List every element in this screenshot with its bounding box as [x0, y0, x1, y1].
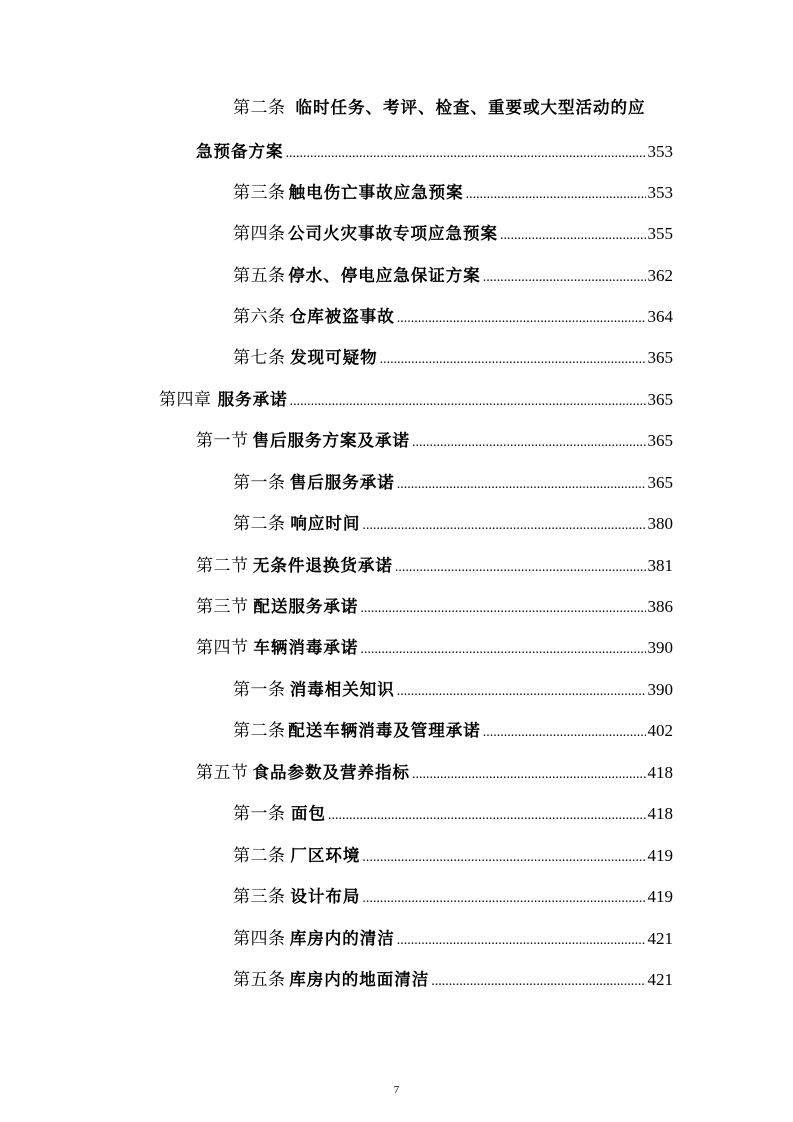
- toc-entry-number: 第五条: [233, 266, 286, 285]
- toc-entry[interactable]: [233, 306, 673, 330]
- toc-leader-dots: [397, 681, 646, 703]
- toc-entry-number: 第七条: [233, 348, 286, 367]
- toc-entry[interactable]: [159, 389, 673, 413]
- toc-entry-title: 服务承诺: [217, 390, 288, 409]
- toc-entry-title: 售后服务承诺: [289, 473, 395, 492]
- toc-entry-number: 第五节: [196, 763, 249, 782]
- toc-entry-number: 第六条: [233, 307, 286, 326]
- toc-entry-title: 库房内的地面清洁: [289, 970, 430, 989]
- toc-entry-number: 第三节: [196, 597, 249, 616]
- toc-leader-dots: [466, 184, 646, 206]
- toc-entry-title: 消毒相关知识: [289, 680, 395, 699]
- toc-entry-page: 419: [647, 846, 673, 865]
- toc-leader-dots: [397, 930, 646, 952]
- toc-leader-dots: [360, 639, 645, 661]
- toc-entry-page: 381: [647, 556, 673, 575]
- toc-leader-dots: [362, 888, 645, 910]
- toc-entry-title: 触电伤亡事故应急预案: [288, 183, 464, 202]
- toc-entry-number: 第四条: [233, 224, 286, 243]
- toc-entry[interactable]: [233, 513, 673, 537]
- toc-leader-dots: [290, 391, 646, 413]
- toc-leader-dots: [328, 805, 646, 827]
- toc-entry[interactable]: [196, 762, 673, 786]
- toc-entry[interactable]: [233, 679, 673, 703]
- toc-leader-dots: [395, 557, 646, 579]
- toc-entry-title: 厂区环境: [290, 846, 361, 865]
- toc-entry-page: 365: [647, 390, 673, 409]
- toc-entry[interactable]: [233, 182, 673, 206]
- toc-entry[interactable]: [233, 969, 673, 993]
- toc-entry[interactable]: [233, 223, 673, 247]
- toc-entry[interactable]: [196, 637, 673, 661]
- toc-entry-page: 419: [647, 887, 673, 906]
- toc-entry[interactable]: [233, 97, 673, 119]
- page-number: 7: [393, 1084, 400, 1096]
- toc-entry[interactable]: [233, 720, 673, 744]
- toc-entry-title: 公司火灾事故专项应急预案: [288, 224, 498, 243]
- toc-entry-title: 临时任务、考评、检查、重要或大型活动的应: [295, 98, 646, 117]
- toc-entry-number: 第四条: [233, 929, 286, 948]
- toc-leader-dots: [362, 515, 645, 537]
- toc-entry-number: 第二条: [233, 846, 286, 865]
- toc-entry[interactable]: [233, 347, 673, 371]
- toc-entry-title: 车辆消毒承诺: [253, 638, 359, 657]
- toc-entry[interactable]: [196, 555, 673, 579]
- toc-entry-title: 库房内的清洁: [289, 929, 395, 948]
- toc-entry-page: 386: [647, 597, 673, 616]
- toc-leader-dots: [360, 598, 645, 620]
- toc-entry-page: 355: [647, 224, 673, 243]
- toc-entry[interactable]: [233, 265, 673, 289]
- toc-entry-number: 第一条: [233, 473, 286, 492]
- toc-entry-title: 发现可疑物: [290, 348, 378, 367]
- toc-entry[interactable]: [196, 141, 673, 165]
- toc-entry-title: 配送车辆消毒及管理承诺: [288, 721, 481, 740]
- toc-entry-number: 第一节: [196, 431, 249, 450]
- toc-entry[interactable]: [233, 886, 673, 910]
- toc-entry[interactable]: [233, 803, 673, 827]
- toc-leader-dots: [397, 308, 646, 330]
- toc-entry-page: 421: [647, 970, 673, 989]
- toc-entry-number: 第五条: [233, 970, 286, 989]
- toc-entry[interactable]: [233, 472, 673, 496]
- toc-entry-page: 353: [647, 142, 673, 161]
- toc-entry-page: 418: [647, 763, 673, 782]
- toc-entry-title: 响应时间: [290, 514, 361, 533]
- toc-entry-title: 停水、停电应急保证方案: [288, 266, 481, 285]
- toc-entry-title: 仓库被盗事故: [289, 307, 395, 326]
- toc-entry-number: 第一条: [233, 680, 286, 699]
- toc-entry-title: 售后服务方案及承诺: [252, 431, 411, 450]
- toc-entry-page: 365: [647, 431, 673, 450]
- toc-entry-number: 第四节: [196, 638, 249, 657]
- toc-entry-number: 第二节: [196, 556, 249, 575]
- toc-entry-number: 第三条: [233, 887, 286, 906]
- toc-entry-title: 无条件退换货承诺: [252, 556, 393, 575]
- toc-leader-dots: [362, 847, 645, 869]
- toc-entry[interactable]: [233, 845, 673, 869]
- toc-entry-title: 设计布局: [290, 887, 361, 906]
- toc-entry-page: 353: [647, 183, 673, 202]
- toc-entry-number: 第四章: [159, 390, 212, 409]
- toc-entry-number: 第二条: [233, 98, 286, 117]
- toc-leader-dots: [286, 143, 646, 165]
- toc-leader-dots: [483, 267, 646, 289]
- toc-leader-dots: [431, 971, 645, 993]
- toc-leader-dots: [412, 432, 645, 454]
- toc-leader-dots: [380, 349, 646, 371]
- toc-entry-page: 421: [647, 929, 673, 948]
- toc-entry-page: 402: [647, 721, 673, 740]
- toc-entry-number: 第二条: [233, 514, 286, 533]
- toc-entry-title: 急预备方案: [196, 142, 284, 161]
- toc-entry-title: 食品参数及营养指标: [252, 763, 411, 782]
- toc-entry-page: 390: [647, 638, 673, 657]
- toc-entry[interactable]: [196, 596, 673, 620]
- toc-entry[interactable]: [196, 430, 673, 454]
- toc-entry-page: 418: [647, 804, 673, 823]
- toc-entry-page: 365: [647, 348, 673, 367]
- toc-entry-page: 390: [647, 680, 673, 699]
- toc-entry-number: 第三条: [233, 183, 286, 202]
- toc-entry-page: 362: [647, 266, 673, 285]
- toc-leader-dots: [500, 225, 646, 247]
- toc-leader-dots: [397, 474, 646, 496]
- toc-entry-page: 365: [647, 473, 673, 492]
- toc-entry-title: 面包: [290, 804, 326, 823]
- toc-entry-title: 配送服务承诺: [253, 597, 359, 616]
- toc-entry-page: 380: [647, 514, 673, 533]
- toc-entry-page: 364: [647, 307, 673, 326]
- toc-leader-dots: [483, 722, 646, 744]
- toc-leader-dots: [412, 764, 645, 786]
- toc-entry-number: 第一条: [233, 804, 286, 823]
- toc-entry[interactable]: [233, 928, 673, 952]
- toc-entry-number: 第二条: [233, 721, 286, 740]
